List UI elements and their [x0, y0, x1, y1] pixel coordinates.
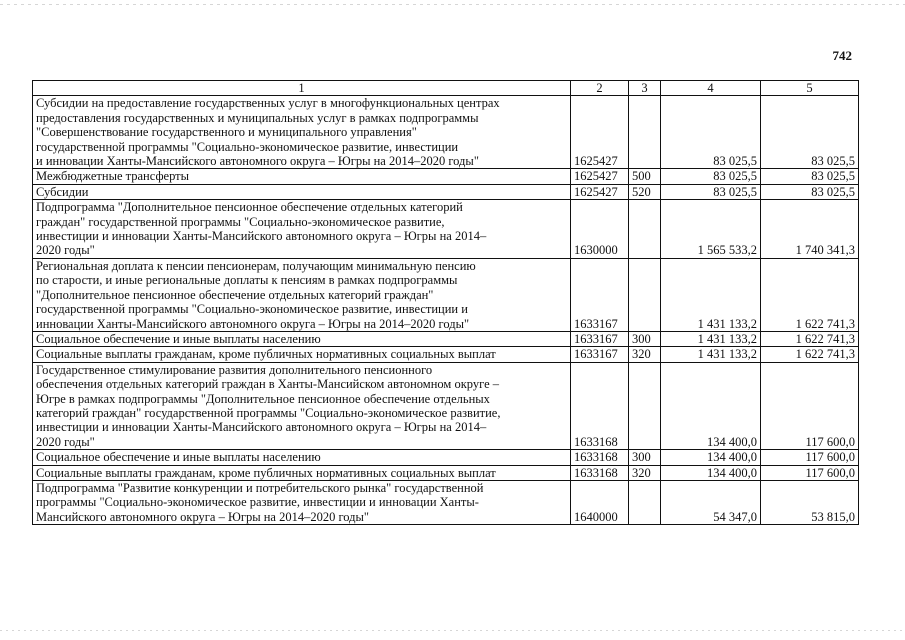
row-expense-type: 300 [629, 331, 661, 346]
row-sum-2015: 53 815,0 [761, 480, 859, 524]
row-sum-2015: 1 622 741,3 [761, 258, 859, 331]
row-sum-2014: 83 025,5 [661, 184, 761, 199]
row-name: Социальные выплаты гражданам, кроме публичных нормативных социальных выплат [33, 347, 571, 362]
row-expense-type [629, 362, 661, 449]
row-sum-2014: 54 347,0 [661, 480, 761, 524]
row-expense-type [629, 200, 661, 259]
table-row [33, 347, 859, 362]
row-sum-2015: 83 025,5 [761, 184, 859, 199]
row-expense-type [629, 96, 661, 169]
row-sum-2014: 83 025,5 [661, 96, 761, 169]
table-row [33, 258, 859, 331]
row-target-code: 1625427 [571, 96, 629, 169]
header-cell-sum-2014: 4 [661, 81, 761, 96]
row-name: Государственное стимулирование развития дополнительного пенсионного обеспечения отдельных категорий граждан в Ханты-Мансийском автономном округе – Югре в рамках подпрограммы "Дополнительное пенсионное обеспечение отдельных категорий граждан" государственной программы "Социально-экономическое развитие, инвестиции и инновации Ханты-Мансийского автономного округа – Югры на 2014– 2020 годы" [33, 362, 571, 449]
row-target-code: 1630000 [571, 200, 629, 259]
row-sum-2014: 134 400,0 [661, 465, 761, 480]
row-sum-2015: 1 622 741,3 [761, 347, 859, 362]
row-sum-2014: 1 431 133,2 [661, 331, 761, 346]
row-target-code: 1633167 [571, 258, 629, 331]
header-row [33, 81, 859, 96]
row-expense-type [629, 480, 661, 524]
row-name: Социальное обеспечение и иные выплаты населению [33, 331, 571, 346]
row-sum-2014: 1 565 533,2 [661, 200, 761, 259]
row-expense-type: 500 [629, 169, 661, 184]
row-name: Региональная доплата к пенсии пенсионерам, получающим минимальную пенсию по старости, и иные региональные доплаты к пенсиям в рамках подпрограммы "Дополнительное пенсионное обеспечение отдельных категорий граждан" государственной программы "Социально-экономическое развитие, инвестиции и инновации Ханты-Мансийского автономного округа – Югры на 2014–2020 годы" [33, 258, 571, 331]
header-cell-code: 2 [571, 81, 629, 96]
row-sum-2015: 83 025,5 [761, 169, 859, 184]
row-sum-2015: 83 025,5 [761, 96, 859, 169]
row-sum-2015: 1 740 341,3 [761, 200, 859, 259]
row-name: Субсидии [33, 184, 571, 199]
scan-edge-bottom [0, 630, 905, 631]
row-expense-type: 320 [629, 465, 661, 480]
row-sum-2014: 134 400,0 [661, 450, 761, 465]
table-row [33, 200, 859, 259]
row-name: Социальные выплаты гражданам, кроме публичных нормативных социальных выплат [33, 465, 571, 480]
row-sum-2014: 134 400,0 [661, 362, 761, 449]
table-row [33, 362, 859, 449]
row-expense-type [629, 258, 661, 331]
row-target-code: 1633167 [571, 331, 629, 346]
row-target-code: 1633168 [571, 465, 629, 480]
row-sum-2015: 1 622 741,3 [761, 331, 859, 346]
row-expense-type: 320 [629, 347, 661, 362]
row-name: Социальное обеспечение и иные выплаты населению [33, 450, 571, 465]
row-target-code: 1633167 [571, 347, 629, 362]
row-name: Подпрограмма "Дополнительное пенсионное обеспечение отдельных категорий граждан" государственной программы "Социально-экономическое развитие, инвестиции и инновации Ханты-Мансийского автономного округа – Югры на 2014– 2020 годы" [33, 200, 571, 259]
row-target-code: 1625427 [571, 184, 629, 199]
row-target-code: 1640000 [571, 480, 629, 524]
row-target-code: 1633168 [571, 450, 629, 465]
table-row [33, 184, 859, 199]
row-sum-2015: 117 600,0 [761, 465, 859, 480]
table-row [33, 450, 859, 465]
row-expense-type: 520 [629, 184, 661, 199]
row-sum-2014: 83 025,5 [661, 169, 761, 184]
table-row [33, 480, 859, 524]
table-row [33, 169, 859, 184]
row-sum-2014: 1 431 133,2 [661, 347, 761, 362]
row-sum-2014: 1 431 133,2 [661, 258, 761, 331]
header-cell-type: 3 [629, 81, 661, 96]
table-row [33, 331, 859, 346]
row-target-code: 1625427 [571, 169, 629, 184]
page-number: 742 [832, 48, 852, 63]
row-name: Подпрограмма "Развитие конкуренции и потребительского рынка" государственной программы "Социально-экономическое развитие, инвестиции и инновации Ханты- Мансийского автономного округа – Югры на 2014–2020 годы" [33, 480, 571, 524]
budget-table [32, 80, 859, 525]
row-name: Межбюджетные трансферты [33, 169, 571, 184]
header-cell-name: 1 [33, 81, 571, 96]
table-row [33, 465, 859, 480]
row-expense-type: 300 [629, 450, 661, 465]
row-sum-2015: 117 600,0 [761, 362, 859, 449]
row-sum-2015: 117 600,0 [761, 450, 859, 465]
table-row [33, 96, 859, 169]
row-name: Субсидии на предоставление государственных услуг в многофункциональных центрах предоставления государственных и муниципальных услуг в рамках подпрограммы "Совершенствование государственного и муниципального управления" государственной программы "Социально-экономическое развитие, инвестиции и инновации Ханты-Мансийского автономного округа – Югры на 2014–2020 годы" [33, 96, 571, 169]
header-cell-sum-2015: 5 [761, 81, 859, 96]
scan-edge-top [0, 4, 905, 5]
row-target-code: 1633168 [571, 362, 629, 449]
